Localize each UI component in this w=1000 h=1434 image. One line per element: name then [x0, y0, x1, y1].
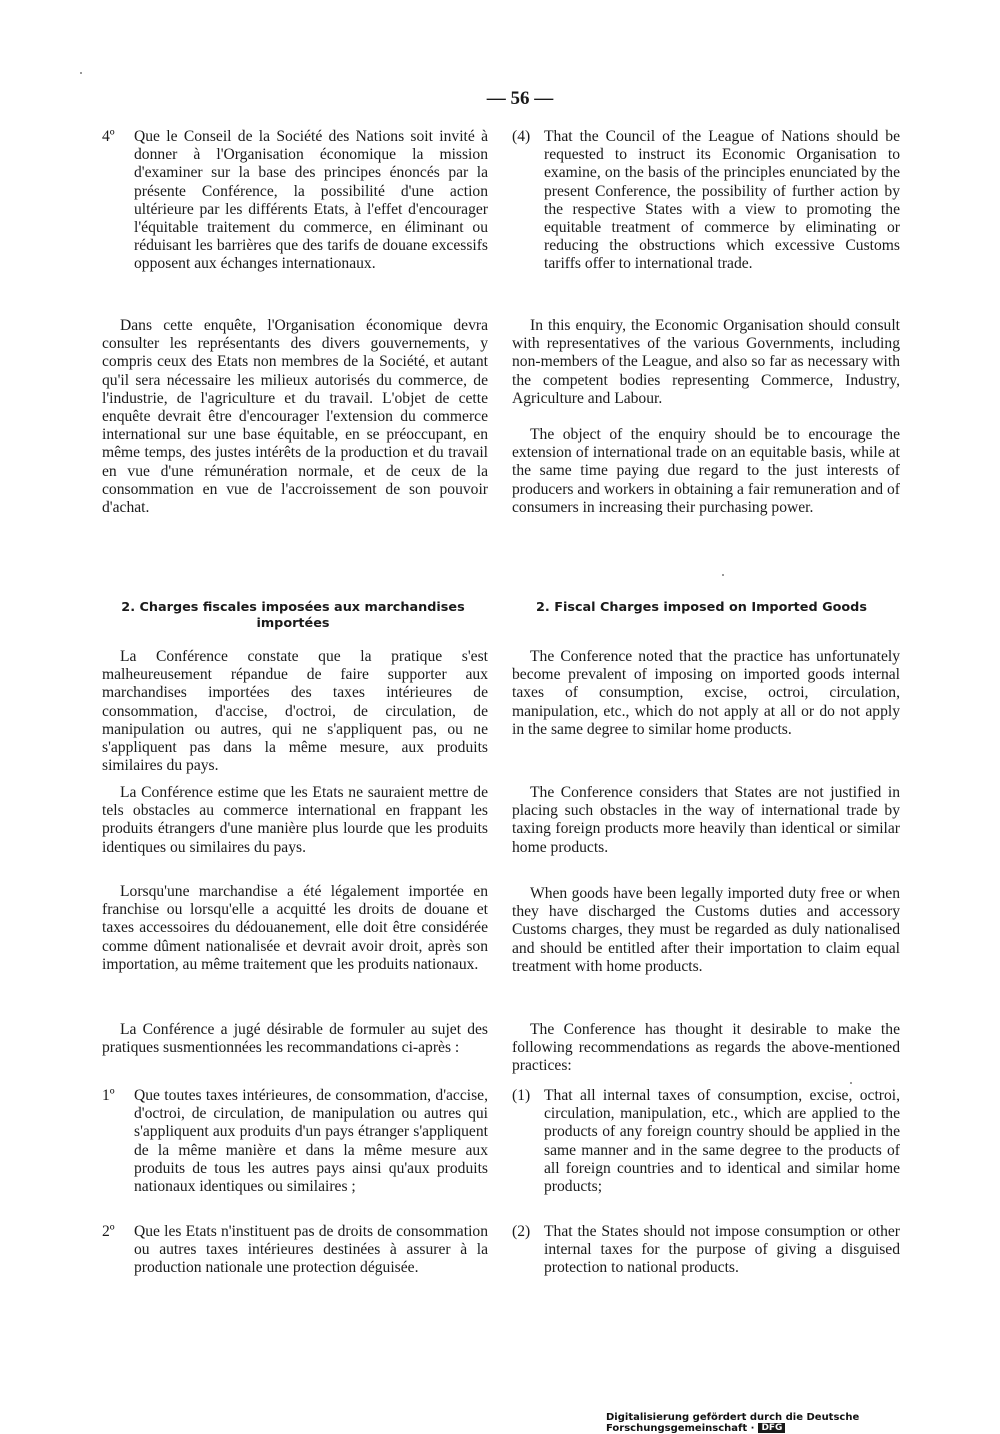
fr-paragraph-3: Lorsqu'une marchandise a été légalement importée en franchise ou lorsqu'elle a acquitté les droits de douane et taxes accessoires du dédouanement, elle doit être considérée comme dûment nationalisée et devrait avoir droit, après son importation, au même traitement que les produits nationaux. — [102, 883, 488, 973]
en-recommendation-2-text: That the States should not impose consumption or other internal taxes for the purpose of giving a disguised protection to national products. — [544, 1223, 900, 1277]
english-column-lower — [512, 648, 900, 1308]
fr-paragraph-4: La Conférence a jugé désirable de formuler au sujet des pratiques susmentionnées les recommandations ci-après : — [102, 1021, 488, 1057]
en-recommendation-1-number: (1) — [512, 1087, 531, 1104]
fr-section-heading: 2. Charges fiscales imposées aux marchandises importées — [121, 600, 465, 631]
fr-paragraph-2: La Conférence estime que les Etats ne sauraient mettre de tels obstacles au commerce international en frappant les produits étrangers d'une manière plus lourde que les produits identiques ou similaires du pays. — [102, 784, 488, 856]
en-paragraph-2: The Conference considers that States are not justified in placing such obstacles in the way of international trade by taxing foreign products more heavily than identical or similar home products. — [512, 784, 900, 856]
page-number: — 56 — — [486, 88, 554, 109]
scan-speck — [722, 574, 724, 576]
en-point-4 — [512, 128, 900, 274]
fr-recommendation-1-number: 1º — [102, 1087, 115, 1104]
scan-speck — [850, 1082, 852, 1084]
scan-speck — [80, 72, 82, 74]
en-paragraph-1: The Conference noted that the practice has unfortunately become prevalent of imposing on imported goods internal taxes of consumption, excise, octroi, circulation, manipulation, etc., which do not apply at all or do not apply in the same degree to similar home products. — [512, 648, 900, 738]
en-paragraph-4: The Conference has thought it desirable to make the following recommendations as regards the above-mentioned practices: — [512, 1021, 900, 1075]
french-column-lower — [102, 648, 488, 1308]
en-recommendation-2 — [512, 1223, 900, 1278]
fr-point-4-number: 4º — [102, 128, 115, 145]
en-section-heading: 2. Fiscal Charges imposed on Imported Goods — [536, 600, 867, 615]
dfg-logo: DFG — [758, 1423, 785, 1433]
digitization-footer — [606, 1412, 1000, 1434]
footer-text: Digitalisierung gefördert durch die Deutsche Forschungsgemeinschaft · — [606, 1412, 860, 1434]
en-object-paragraph: The object of the enquiry should be to encourage the extension of international trade on an equitable basis, while at the same time paying due regard to the just interests of producers and workers in obtaining a fair remuneration and of consumers in increasing their purchasing power. — [512, 426, 900, 516]
en-enquiry-paragraph: In this enquiry, the Economic Organisation should consult with representatives of the various Governments, including non-members of the League, and also so far as necessary with the competent bodies representing Commerce, Industry, Agriculture and Labour. — [512, 317, 900, 407]
en-recommendation-2-number: (2) — [512, 1223, 531, 1240]
fr-recommendation-2-number: 2º — [102, 1223, 115, 1240]
en-point-4-number: (4) — [512, 128, 531, 145]
en-point-4-text: That the Council of the League of Nations should be requested to instruct its Economic Organisation to examine, on the basis of the principles enunciated by the present Conference, the possibility of further action by the respective States with a view to promoting the equitable treatment of commerce by eliminating or reducing the obstructions which excessive Customs tariffs offer to international trade. — [544, 128, 900, 273]
en-paragraph-3: When goods have been legally imported duty free or when they have discharged the Customs duties and accessory Customs charges, they must be regarded as duly nationalised and should be entitled after their importation to claim equal treatment with home products. — [512, 885, 900, 975]
fr-enquiry-paragraph: Dans cette enquête, l'Organisation économique devra consulter les représentants des divers gouvernements, y compris ceux des Etats non membres de la Société, et autant qu'il sera nécessaire les milieux autorisés du commerce, de l'industrie, de l'agriculture et du travail. L'objet de cette enquête devrait être d'encourager l'extension du commerce international sur une base équitable, en se préoccupant, en même temps, des justes intérêts de la production et du travail en vue d'une rémunération normale, et de ceux de la consommation en vue de l'accroissement de son pouvoir d'achat. — [102, 317, 488, 517]
en-recommendation-1-text: That all internal taxes of consumption, excise, octroi, circulation, manipulation, etc., which are applied to the products of any foreign country should be applied in the same manner and in the same degree to the products of all foreign countries and to identical and similar home products; — [544, 1087, 900, 1196]
fr-recommendation-1-text: Que toutes taxes intérieures, de consommation, d'accise, d'octroi, de circulation, de manipulation ou autres qui s'appliquent aux produits d'un pays étranger s'appliquent de la même manière et dans la même mesure aux produits de tous les autres pays ainsi qu'aux produits nationaux identiques ou similaires ; — [134, 1087, 488, 1196]
en-recommendation-1 — [512, 1087, 900, 1196]
fr-paragraph-1: La Conférence constate que la pratique s'est malheureusement répandue de faire supporter aux marchandises importées des taxes intérieures de consommation, d'accise, d'octroi, de circulation, de manipulation ou autres, qui ne s'appliquent pas, ou ne s'appliquent pas dans la même mesure, aux produits similaires du pays. — [102, 648, 488, 775]
fr-recommendation-1 — [102, 1087, 488, 1196]
fr-recommendation-2-text: Que les Etats n'instituent pas de droits de consommation ou autres taxes intérieures destinées à assurer à la production nationale une protection déguisée. — [134, 1223, 488, 1277]
fr-point-4-text: Que le Conseil de la Société des Nations soit invité à donner à l'Organisation économique la mission d'examiner sur la base des principes énoncés par la présente Conférence, la possibilité d'une action ultérieure par les différents Etats, à l'effet d'encourager l'équitable traitement du commerce, en éliminant ou réduisant les barrières que des tarifs de douane excessifs opposent aux échanges internationaux. — [134, 128, 488, 273]
fr-point-4 — [102, 128, 488, 274]
fr-recommendation-2 — [102, 1223, 488, 1278]
